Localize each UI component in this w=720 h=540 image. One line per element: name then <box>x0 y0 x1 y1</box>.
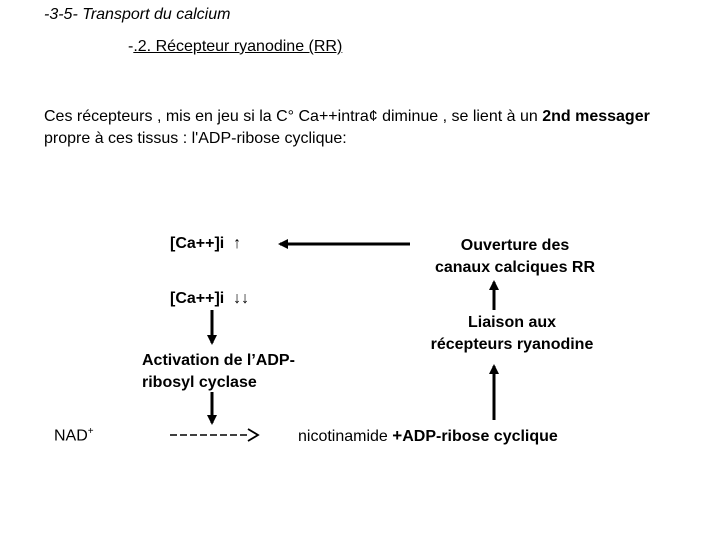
activation-node <box>142 350 295 394</box>
ca-increase-node <box>170 235 241 253</box>
up-arrow-icon: ↑ <box>233 235 242 252</box>
double-down-arrow-icon: ↓↓ <box>233 290 250 307</box>
nad-label: NAD <box>54 427 88 445</box>
products-node <box>298 426 558 446</box>
intro-paragraph <box>44 106 684 150</box>
adpr-label: ADP-ribose cyclique <box>402 428 558 445</box>
subsection-label: .2. Récepteur ryanodine (RR) <box>133 38 343 55</box>
arrow-nad-to-products-head <box>248 429 258 441</box>
liaison-line2: récepteurs ryanodine <box>430 336 594 353</box>
activation-line2: ribosyl cyclase <box>142 374 257 391</box>
nad-node <box>54 426 94 445</box>
nad-superscript: + <box>87 426 94 437</box>
ouverture-line1: Ouverture des <box>460 237 570 254</box>
nicotinamide-label: nicotinamide <box>298 428 388 445</box>
activation-line1: Activation de l’ADP- <box>142 352 295 369</box>
subsection-prefix: - <box>128 38 134 55</box>
liaison-line1: Liaison aux <box>467 314 557 331</box>
ca-decrease-label: [Ca++]i <box>170 290 225 307</box>
liaison-node <box>412 312 612 356</box>
ouverture-node <box>420 235 610 279</box>
ca-decrease-node <box>170 290 249 308</box>
ca-increase-label: [Ca++]i <box>170 235 225 252</box>
plus-sign: + <box>392 426 403 445</box>
ouverture-line2: canaux calciques RR <box>434 259 596 276</box>
subsection-title <box>128 38 342 56</box>
section-title: -3-5- Transport du calcium <box>44 6 231 23</box>
intro-text-1: Ces récepteurs , mis en jeu si la C° Ca++intra¢ diminue , se lient à un <box>44 108 543 125</box>
intro-bold-messager: 2nd messager <box>542 108 650 125</box>
intro-text-2: propre à ces tissus : l'ADP-ribose cyclique: <box>44 130 347 147</box>
